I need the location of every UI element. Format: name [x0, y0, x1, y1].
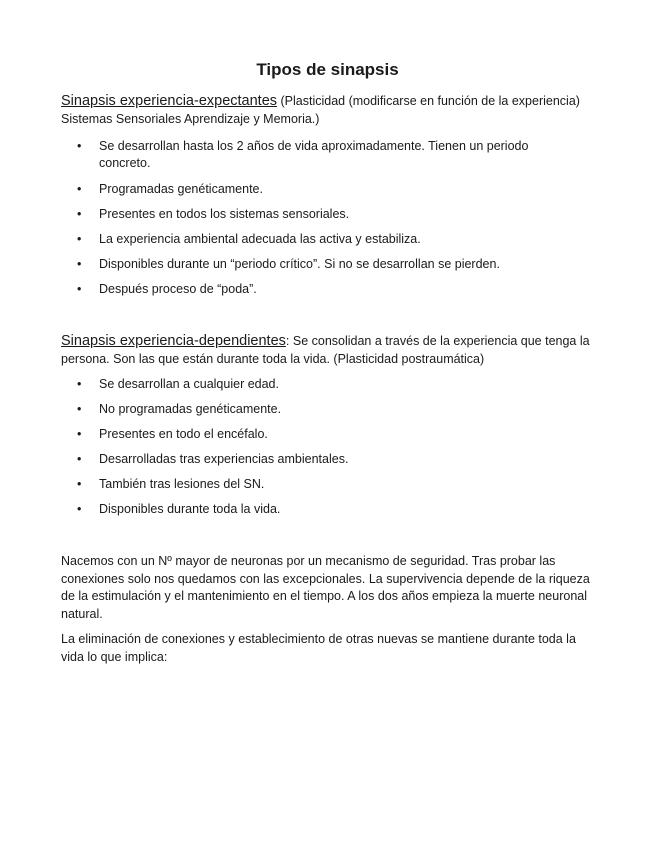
list-item: • Disponibles durante toda la vida. — [77, 501, 547, 518]
section1-intro-text: (Plasticidad (modificarse en función de la experiencia) Sistemas Sensoriales Aprendizaje y Memoria.) — [61, 94, 580, 126]
list-item: • También tras lesiones del SN. — [77, 476, 547, 493]
body-paragraph-2: La eliminación de conexiones y establecimiento de otras nuevas se mantiene durante toda la vida lo que implica: — [61, 632, 576, 664]
list-item: • No programadas genéticamente. — [77, 401, 547, 418]
page-title: Tipos de sinapsis — [256, 60, 399, 79]
list-item: • Presentes en todo el encéfalo. — [77, 426, 547, 443]
section1-bullet-list — [77, 138, 547, 298]
list-item: • Desarrolladas tras experiencias ambientales. — [77, 451, 547, 468]
section2-intro-text: : Se consolidan a través de la experiencia que tenga la persona. Son las que están durante toda la vida. (Plasticidad postraumática) — [61, 334, 590, 366]
section2-heading: Sinapsis experiencia-dependientes — [61, 333, 286, 349]
section1-heading: Sinapsis experiencia-expectantes — [61, 93, 278, 109]
list-item: • Programadas genéticamente. — [77, 181, 547, 198]
section2-bullet-list — [77, 376, 547, 518]
list-item: • La experiencia ambiental adecuada las activa y estabiliza. — [77, 231, 547, 248]
list-item: • Se desarrollan hasta los 2 años de vida aproximadamente. Tienen un periodo concreto. — [77, 138, 547, 172]
body-paragraph-1: Nacemos con un Nº mayor de neuronas por un mecanismo de seguridad. Tras probar las conexiones solo nos quedamos con las excepcionales. La supervivencia depende de la riqueza de la estimulación y el mantenimiento en el tiempo. A los dos años empieza la muerte neuronal natural. — [61, 554, 590, 621]
list-item: • Se desarrollan a cualquier edad. — [77, 376, 547, 393]
list-item: • Disponibles durante un “periodo crítico”. Si no se desarrollan se pierden. — [77, 256, 547, 273]
section1-intro — [61, 93, 601, 128]
list-item: • Después proceso de “poda”. — [77, 281, 547, 298]
section2-intro — [61, 333, 601, 368]
list-item: • Presentes en todos los sistemas sensoriales. — [77, 206, 547, 223]
